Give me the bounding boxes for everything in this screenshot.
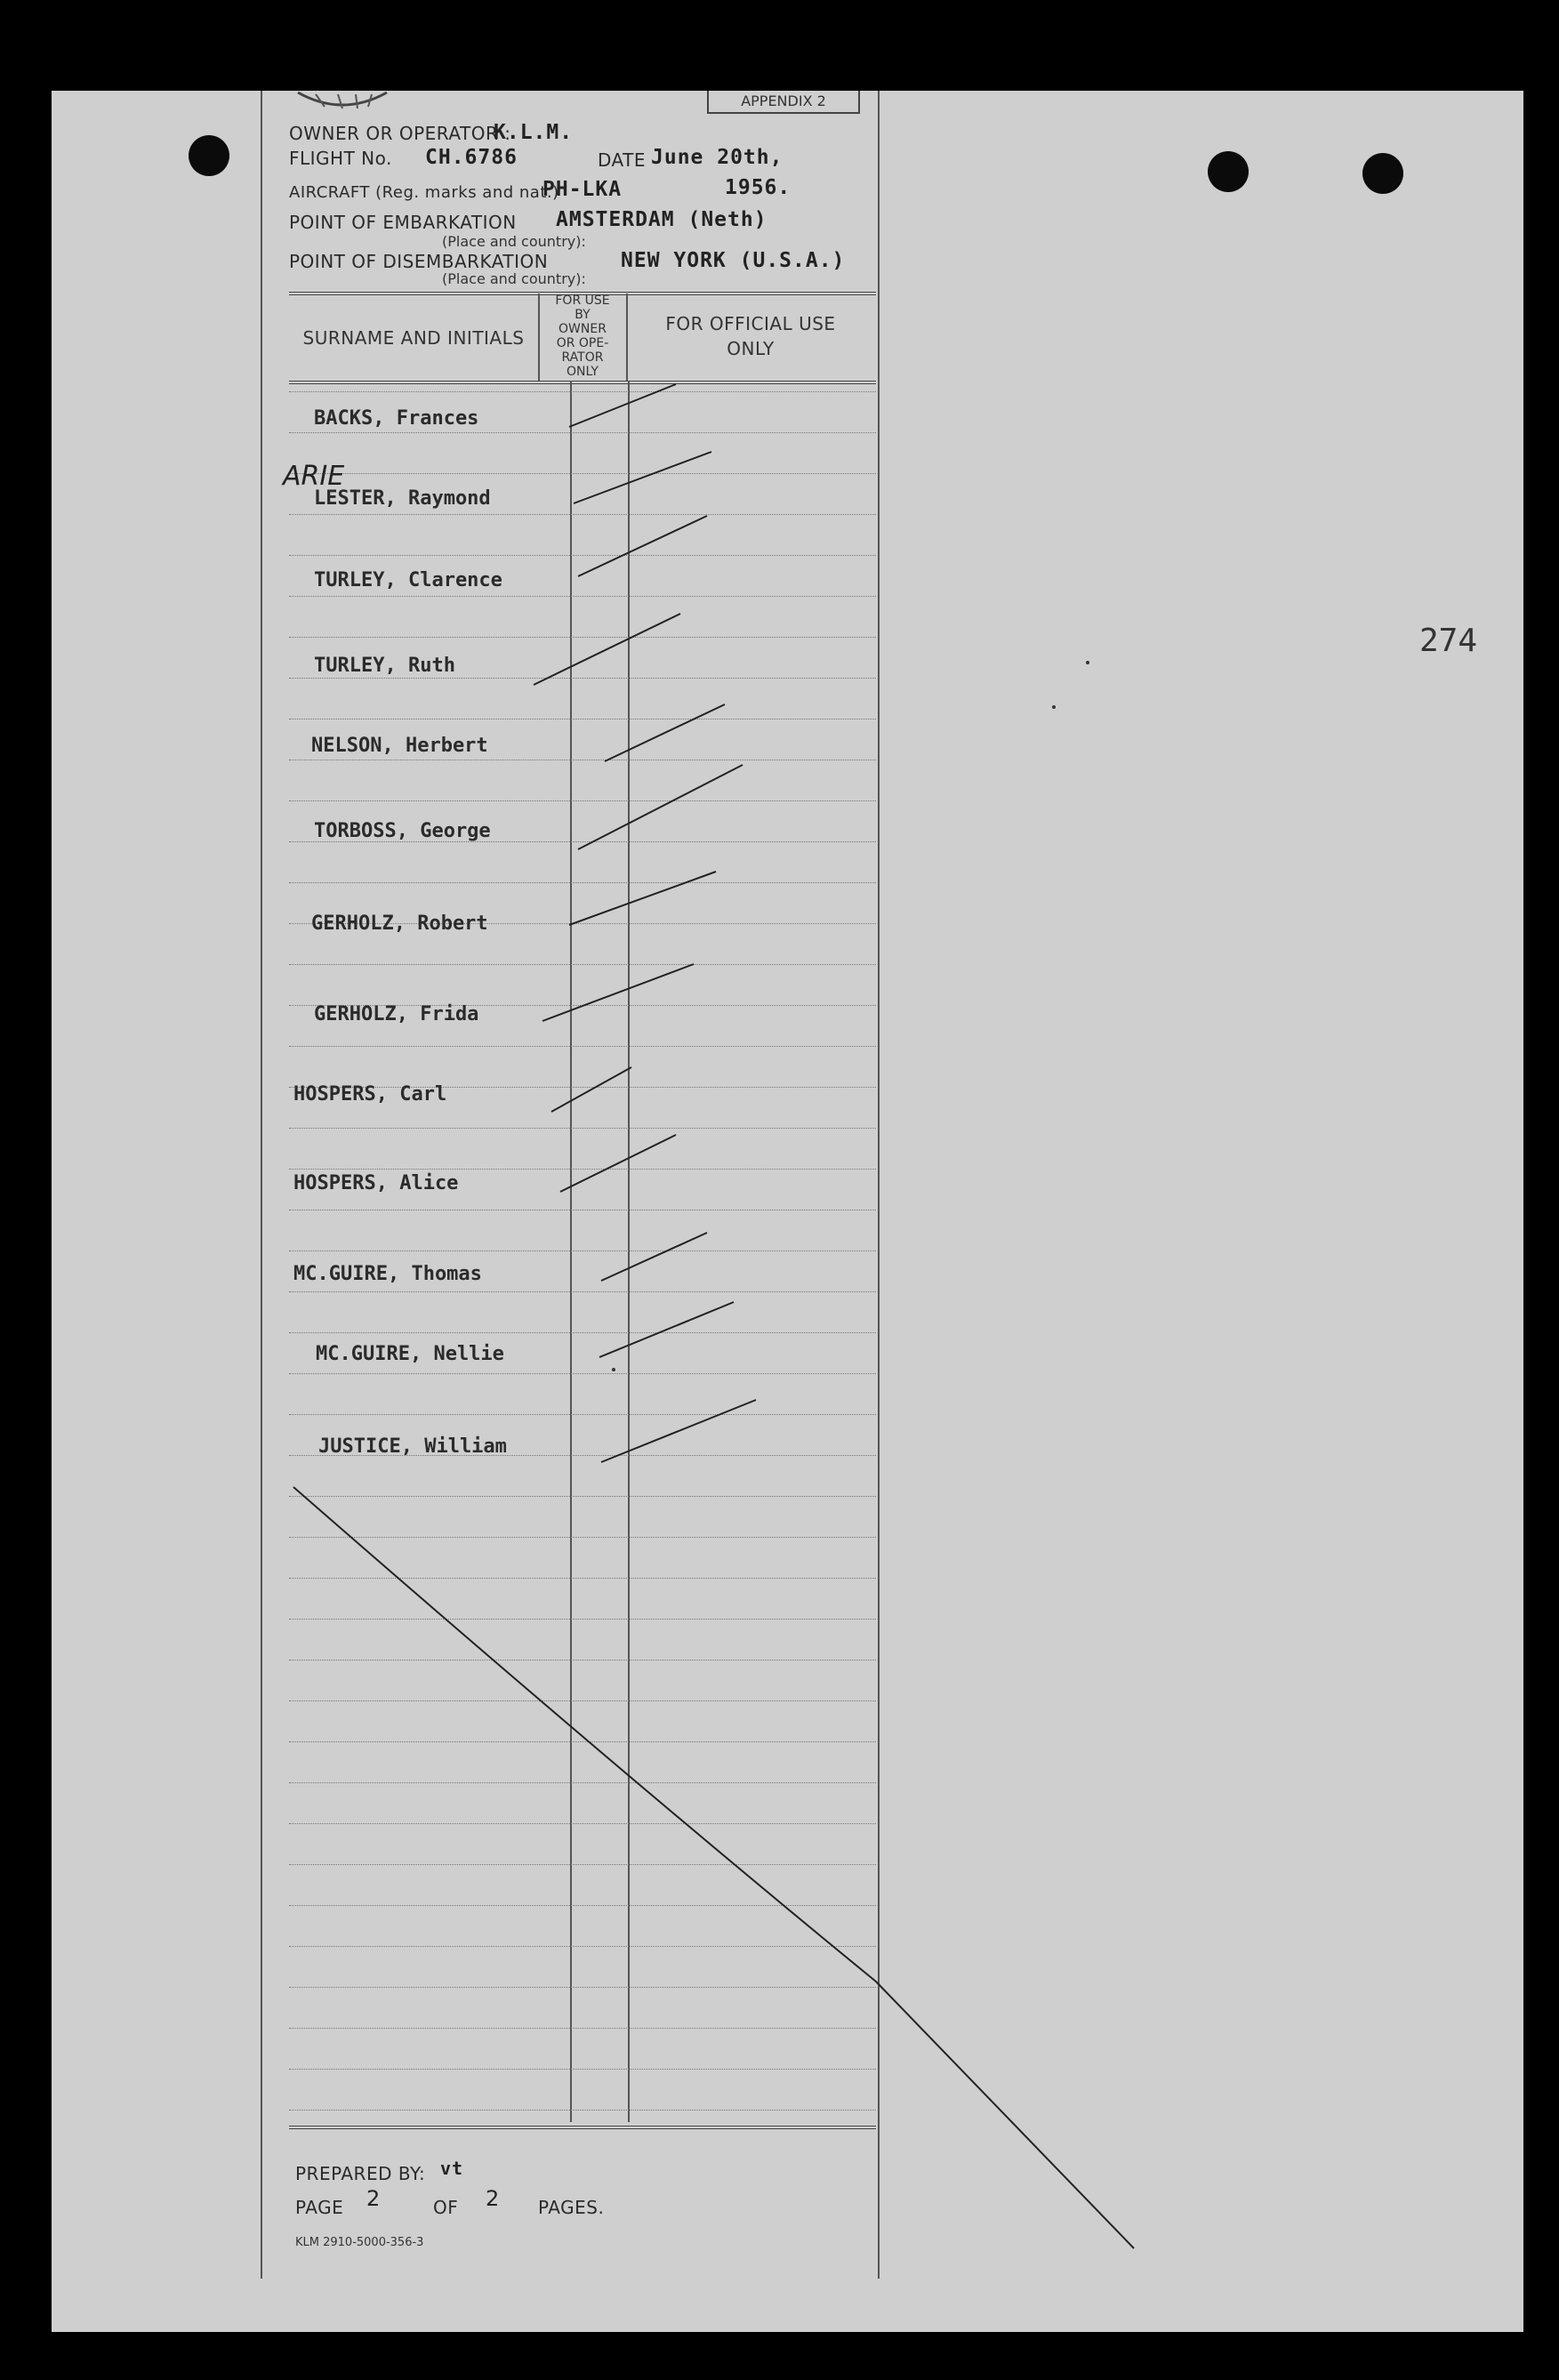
date-label: DATE <box>598 149 647 171</box>
passenger-name: MC.GUIRE, Nellie <box>316 1343 504 1365</box>
date-value: June 20th, <box>651 146 784 169</box>
flight-label: FLIGHT No. <box>289 148 392 169</box>
disembarkation-sublabel: (Place and country): <box>442 270 586 287</box>
owner-use-line: BY <box>575 308 591 322</box>
page-number-annotation: 274 <box>1419 623 1478 659</box>
prepared-by-value: vt <box>440 2158 464 2179</box>
disembarkation-label: POINT OF DISEMBARKATION <box>289 251 549 272</box>
handwritten-name-annotation: ARIE <box>283 461 345 492</box>
official-use-line: ONLY <box>727 338 775 359</box>
of-value: 2 <box>486 2186 500 2211</box>
form-code: KLM 2910-5000-356-3 <box>295 2236 424 2249</box>
passenger-name: MC.GUIRE, Thomas <box>293 1263 482 1285</box>
aircraft-label: AIRCRAFT (Reg. marks and nat.) <box>289 183 559 202</box>
pages-label: PAGES. <box>538 2197 605 2218</box>
embarkation-label: POINT OF EMBARKATION <box>289 212 517 233</box>
page-label: PAGE <box>295 2197 344 2218</box>
surname-column-header: SURNAME AND INITIALS <box>302 327 525 349</box>
official-use-line: FOR OFFICIAL USE <box>665 313 836 334</box>
passenger-name: GERHOLZ, Frida <box>314 1003 479 1025</box>
disembarkation-value: NEW YORK (U.S.A.) <box>621 249 846 272</box>
passenger-name: NELSON, Herbert <box>311 735 488 757</box>
passenger-name: TURLEY, Ruth <box>314 655 455 677</box>
passenger-name: GERHOLZ, Robert <box>311 913 488 935</box>
owner-value: K.L.M. <box>494 121 574 144</box>
passenger-name: TURLEY, Clarence <box>314 569 502 591</box>
passenger-name: BACKS, Frances <box>314 407 479 430</box>
prepared-by-label: PREPARED BY: <box>295 2163 426 2184</box>
owner-label: OWNER OR OPERATOR : <box>289 123 511 144</box>
passenger-name: HOSPERS, Carl <box>293 1083 447 1106</box>
owner-use-line: RATOR <box>561 350 604 365</box>
passenger-name: JUSTICE, William <box>318 1435 507 1458</box>
appendix-label: APPENDIX 2 <box>741 92 826 109</box>
passenger-name: TORBOSS, George <box>314 820 491 842</box>
embarkation-value: AMSTERDAM (Neth) <box>556 208 767 231</box>
owner-use-line: OR OPE- <box>556 336 609 350</box>
passenger-name: HOSPERS, Alice <box>293 1172 459 1194</box>
passenger-name: LESTER, Raymond <box>314 487 491 510</box>
of-label: OF <box>433 2197 459 2218</box>
year-value: 1956. <box>725 176 792 199</box>
flight-value: CH.6786 <box>425 146 518 169</box>
owner-use-line: ONLY <box>567 365 599 379</box>
page-value: 2 <box>366 2186 381 2211</box>
cancel-diagonal-line <box>293 1487 1134 2248</box>
aircraft-value: PH-LKA <box>542 178 623 201</box>
owner-use-line: OWNER <box>559 322 607 336</box>
owner-use-line: FOR USE <box>555 293 610 308</box>
footer-divider <box>289 2126 876 2129</box>
embarkation-sublabel: (Place and country): <box>442 233 586 250</box>
